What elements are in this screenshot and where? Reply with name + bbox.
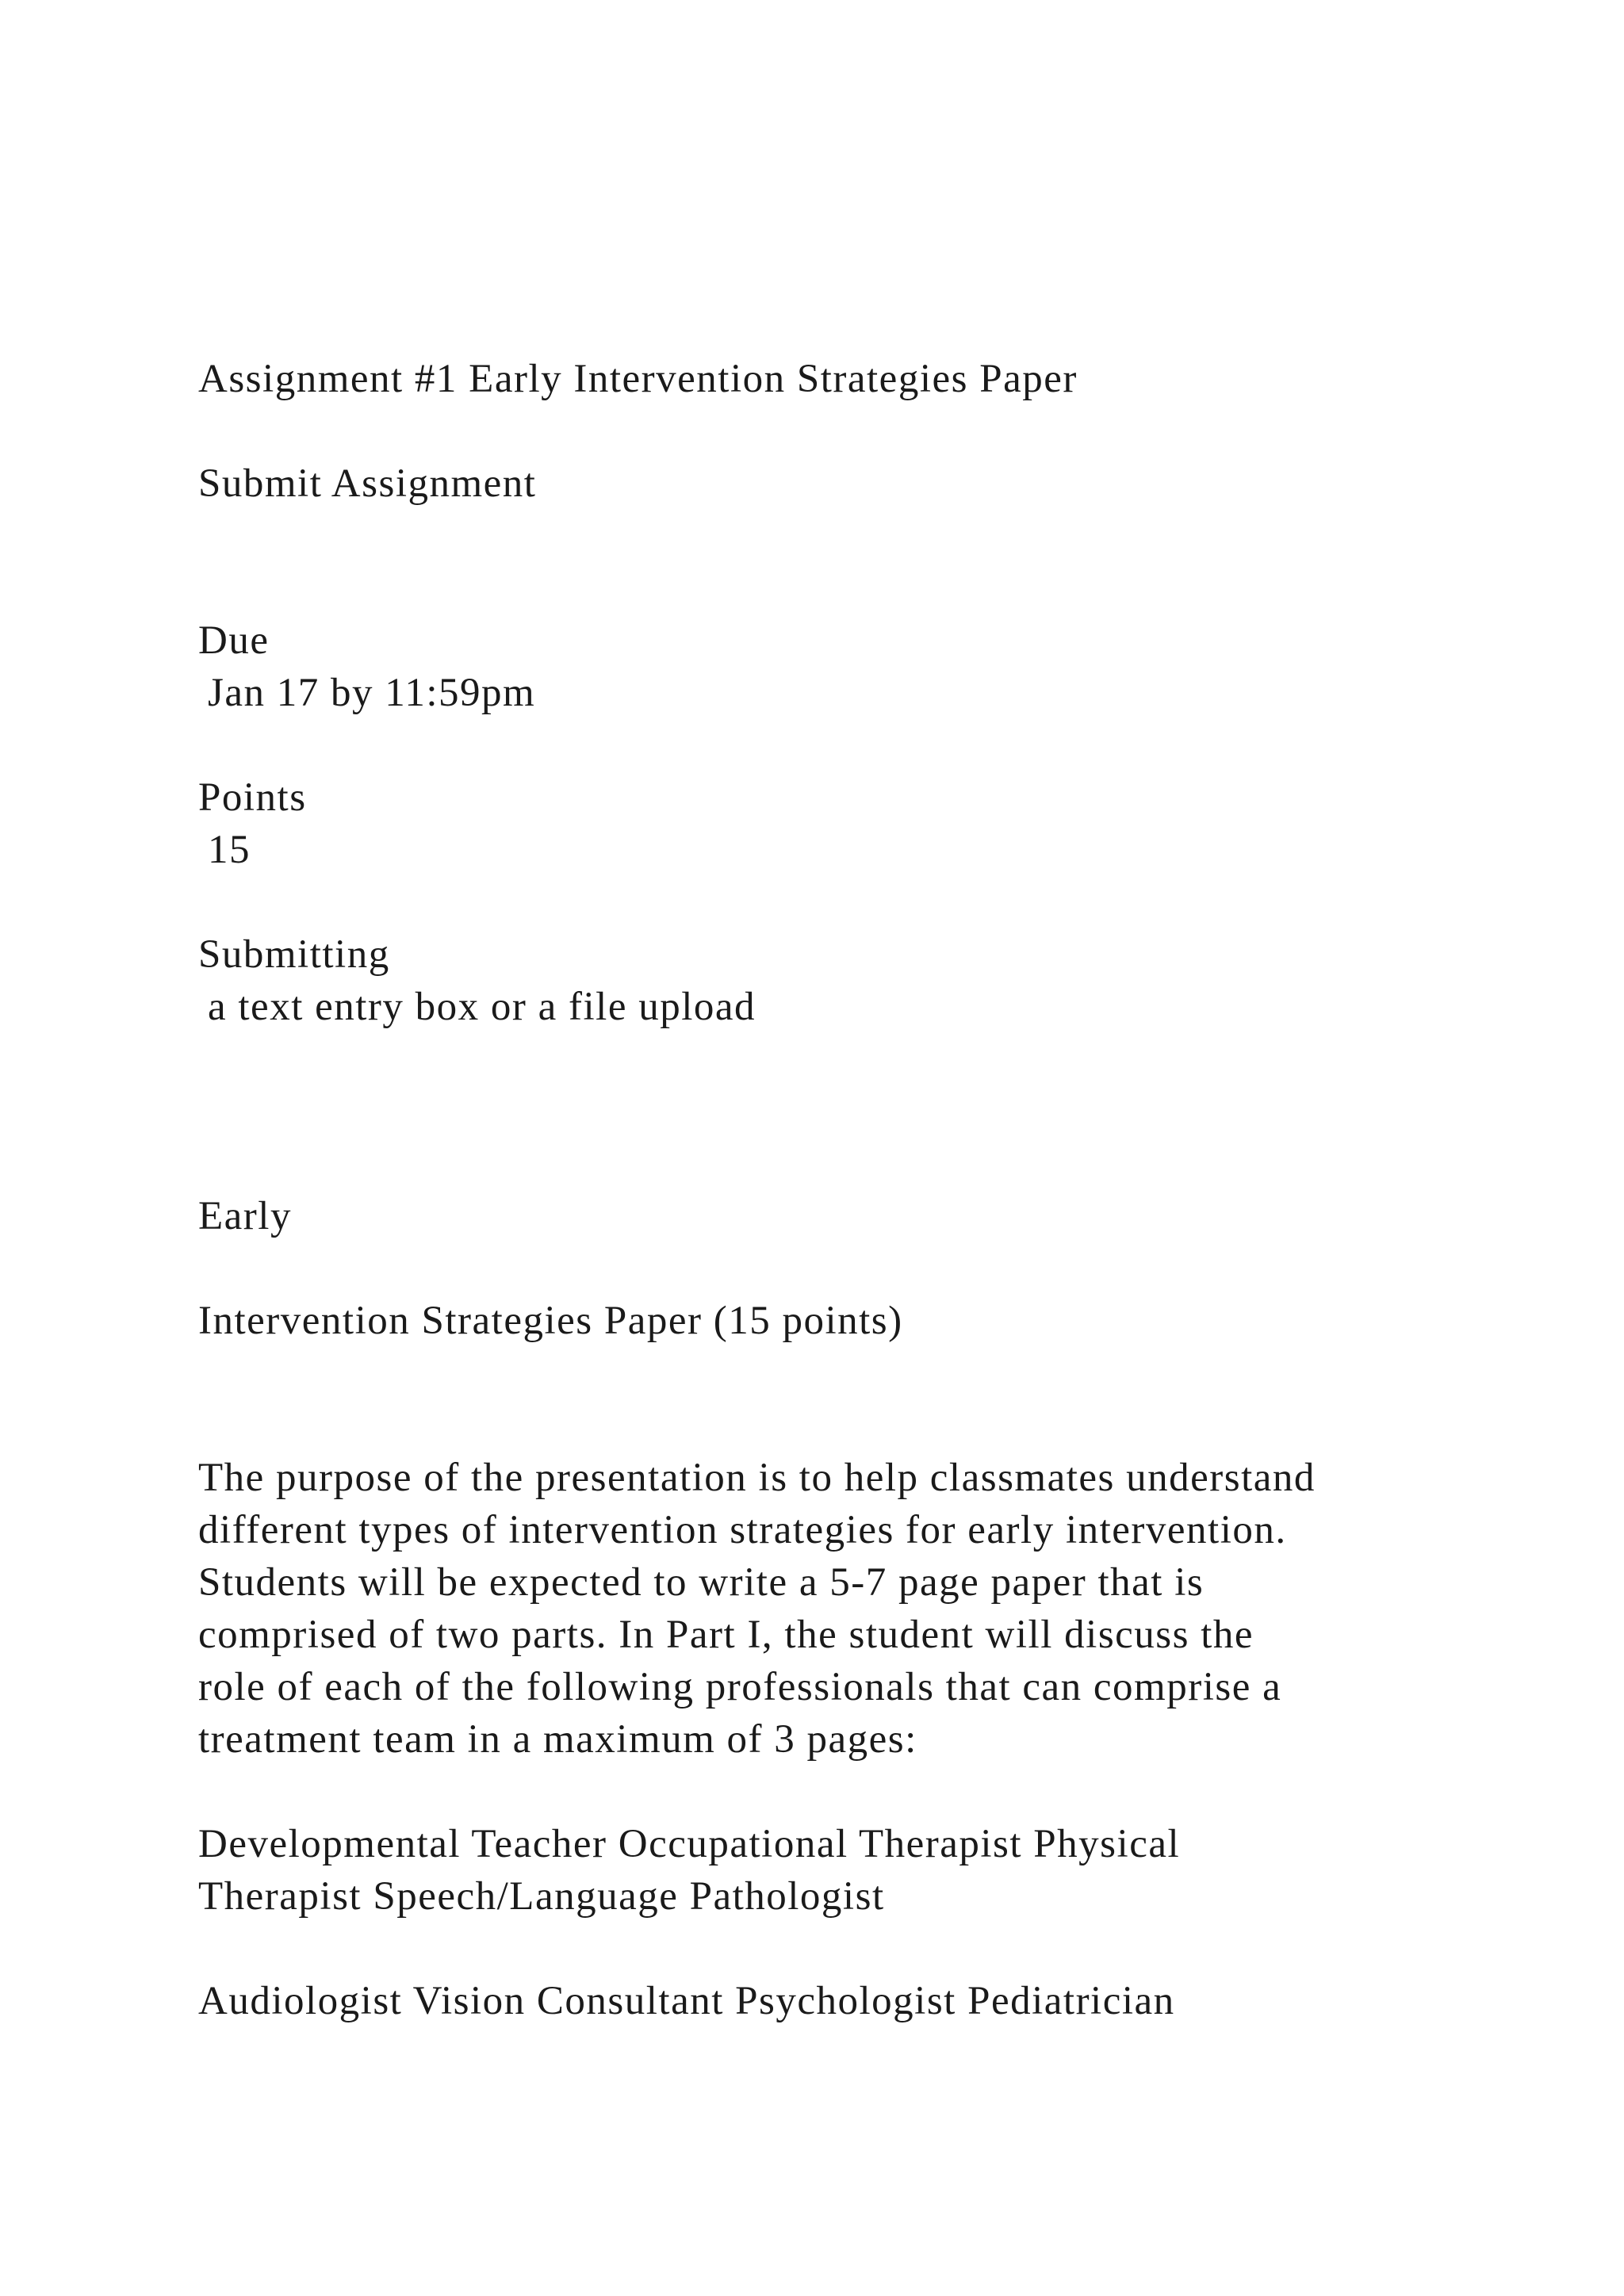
- paragraph-line: comprised of two parts. In Part I, the student will discuss the: [198, 1613, 1254, 1657]
- points-label: Points: [198, 775, 307, 820]
- submitting-value: a text entry box or a file upload: [208, 985, 756, 1029]
- paper-heading-title: Intervention Strategies Paper (15 points): [198, 1299, 903, 1343]
- due-label: Due: [198, 618, 270, 663]
- due-value: Jan 17 by 11:59pm: [208, 671, 536, 715]
- professionals-line: Developmental Teacher Occupational Therapist Physical: [198, 1822, 1181, 1866]
- assignment-title: Assignment #1 Early Intervention Strategies Paper: [198, 357, 1078, 401]
- paragraph-line: role of each of the following professionals that can comprise a: [198, 1665, 1282, 1709]
- points-value: 15: [208, 828, 251, 872]
- submitting-label: Submitting: [198, 932, 390, 977]
- professionals-line: Audiologist Vision Consultant Psychologist Pediatrician: [198, 1979, 1175, 2023]
- paragraph-line: The purpose of the presentation is to help classmates understand: [198, 1456, 1316, 1500]
- paragraph-line: Students will be expected to write a 5-7 page paper that is: [198, 1560, 1205, 1605]
- paragraph-line: different types of intervention strategies for early intervention.: [198, 1508, 1287, 1552]
- paper-heading-early: Early: [198, 1194, 292, 1238]
- submit-assignment-link[interactable]: Submit Assignment: [198, 461, 537, 506]
- paragraph-line: treatment team in a maximum of 3 pages:: [198, 1717, 917, 1762]
- professionals-line: Therapist Speech/Language Pathologist: [198, 1874, 885, 1919]
